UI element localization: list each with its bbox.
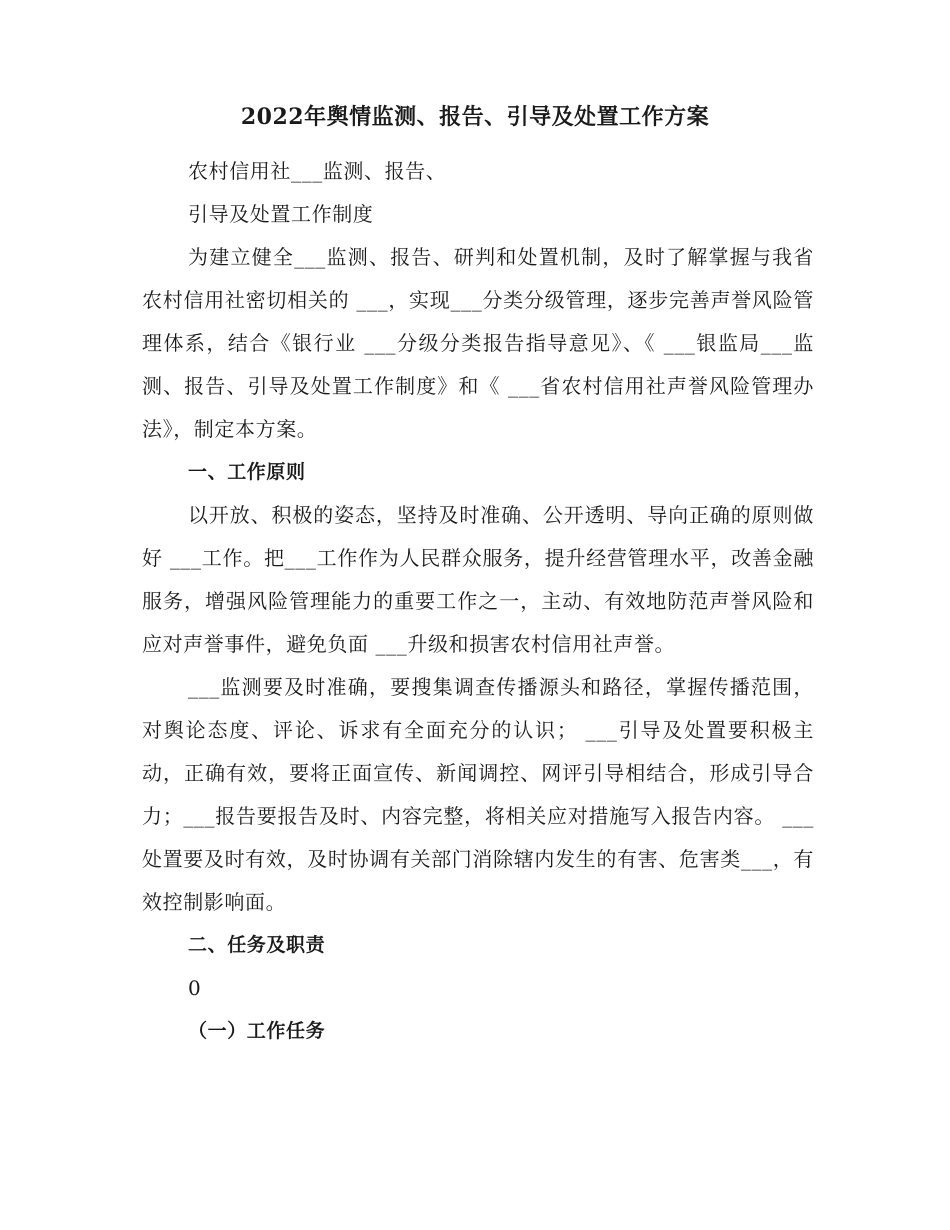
monitoring-paragraph: ___监测要及时准确，要搜集调查传播源头和路径，掌握传播范围，对舆论态度、评论、诉求有全面充分的认识； ___引导及处置要积极主动，正确有效，要将正面宣传、新闻调控、网评引导相结合，形成引导合力；___报告要报告及时、内容完整，将相关应对措施写入报告内容。 ___处置要及时有效，及时协调有关部门消除辖内发生的有害、危害类___，有效控制影响面。 <box>142 675 814 914</box>
stray-zero-text: 0 <box>188 976 202 1000</box>
section-heading-tasks: 二、任务及职责 <box>188 934 326 956</box>
purpose-paragraph: 为建立健全___监测、报告、研判和处置机制，及时了解掌握与我省农村信用社密切相关的 ___，实现___分类分级管理，逐步完善声誉风险管理体系，结合《银行业 ___分级分类报告指导意见》、《 ___银监局___监测、报告、引导及处置工作制度》和《 ___省农村信用社声誉风险管理办法》，制定本方案。 <box>142 245 814 441</box>
document-title: 2022年舆情监测、报告、引导及处置工作方案 <box>240 104 710 130</box>
subsection-heading-work-tasks: （一）工作任务 <box>188 1020 326 1042</box>
intro-line-1: 农村信用社___监测、报告、 <box>188 159 447 183</box>
intro-line-2: 引导及处置工作制度 <box>188 202 374 226</box>
document-body <box>142 150 814 1053</box>
section-heading-principles: 一、工作原则 <box>188 461 306 483</box>
principles-paragraph: 以开放、积极的姿态，坚持及时准确、公开透明、导向正确的原则做好 ___工作。把___工作作为人民群众服务，提升经营管理水平，改善金融服务，增强风险管理能力的重要工作之一，主动、有效地防范声誉风险和应对声誉事件，避免负面 ___升级和损害农村信用社声誉。 <box>142 503 814 656</box>
